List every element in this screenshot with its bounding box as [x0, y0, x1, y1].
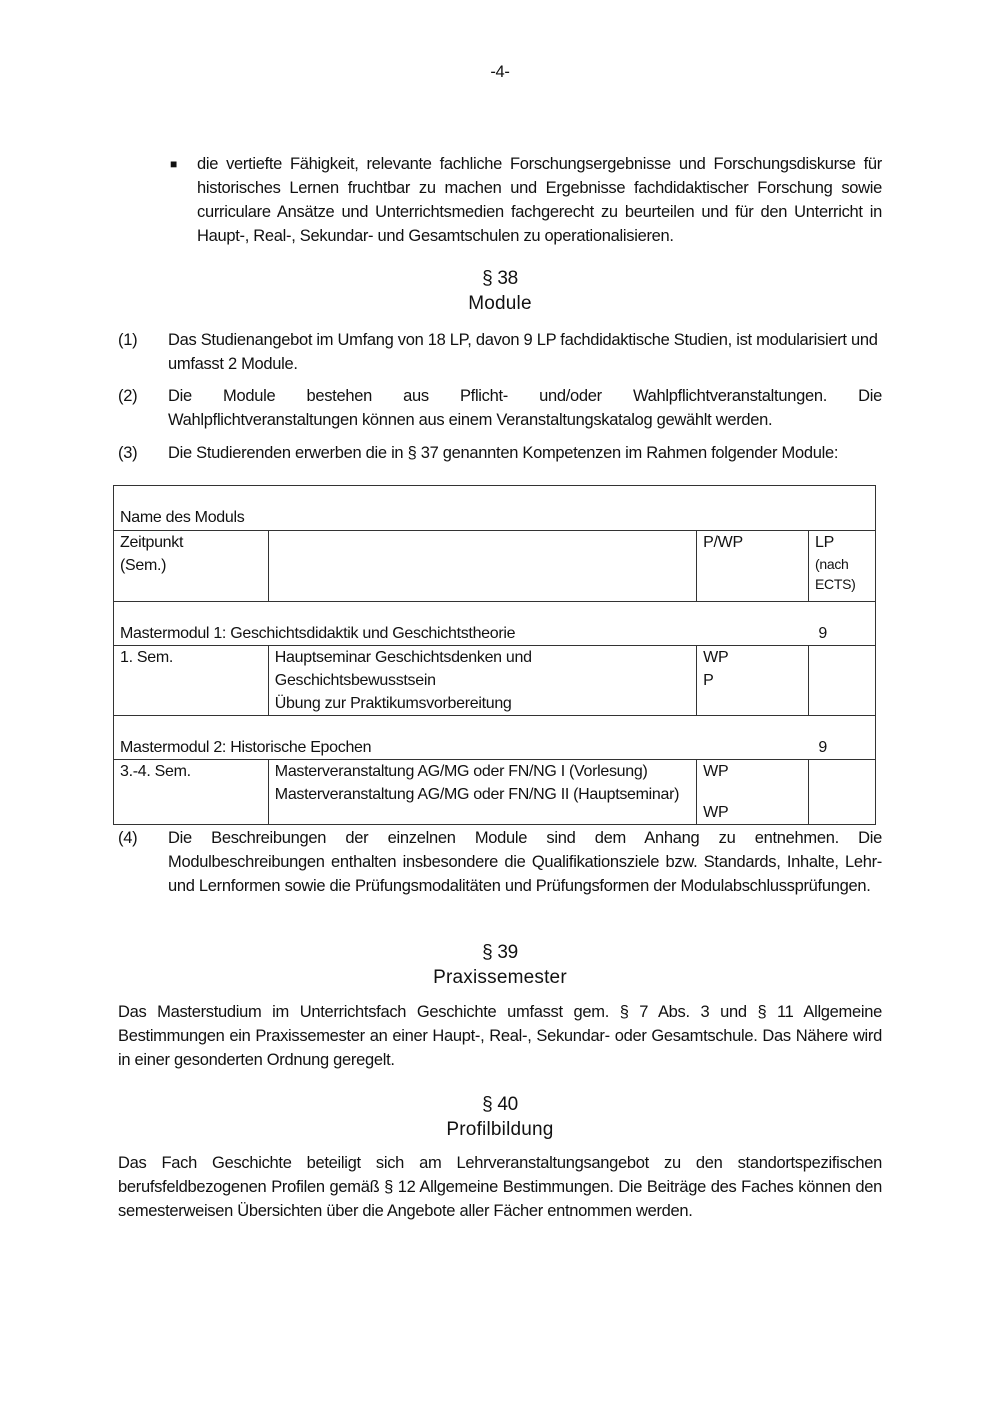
lp-header [809, 531, 876, 602]
course-header [268, 531, 696, 602]
course-item: Masterveranstaltung AG/MG oder FN/NG I (Vorlesung) [274, 763, 648, 780]
page-number: -4- [490, 63, 510, 81]
lp-header-label: LP [815, 534, 834, 551]
paragraph-3 [118, 441, 882, 465]
paragraph-number: (1) [118, 331, 138, 349]
section-number: § 40 [482, 1094, 518, 1115]
section-39-heading [0, 940, 1000, 990]
bullet-text: die vertiefte Fähigkeit, relevante fachliche Forschungsergebnisse und Forschungsdiskurse für historisches Lernen fruchtbar zu machen und Ergebnisse fachdidaktischer Forschung sowie curriculare Ansätze und Unterrichtsmedien fachgerecht zu beurteilen und für den Unterricht in Haupt-, Real-, Sekundar- und Gesamtschulen zu operationalisieren. [197, 155, 882, 245]
module-courses [268, 646, 696, 716]
module-lp-cell [809, 760, 876, 825]
pwp-item: WP [703, 804, 729, 821]
module-title-row [114, 716, 876, 760]
section-40-heading [0, 1092, 1000, 1142]
module-name: Mastermodul 1: Geschichtsdidaktik und Geschichtstheorie [120, 625, 516, 642]
pwp-item: P [703, 672, 714, 689]
section-title: Praxissemester [433, 967, 567, 988]
module-lp: 9 [818, 739, 827, 756]
time-header-line-2: (Sem.) [120, 557, 167, 574]
module-name: Mastermodul 2: Historische Epochen [120, 739, 372, 756]
module-title-row [114, 602, 876, 646]
lp-header-sub-2: ECTS) [815, 576, 856, 592]
lp-header-sub-1: (nach [815, 556, 849, 572]
module-time: 1. Sem. [114, 646, 269, 716]
module-pwp [697, 646, 809, 716]
paragraph-number: (2) [118, 387, 138, 405]
section-number: § 39 [482, 942, 518, 963]
time-header-line-1: Zeitpunkt [120, 534, 184, 551]
paragraph-number: (4) [118, 829, 138, 847]
course-item: Übung zur Praktikumsvorbereitung [274, 695, 512, 712]
table-header-title-row [114, 486, 876, 531]
square-bullet-icon: ■ [170, 157, 177, 171]
pwp-item: WP [703, 763, 729, 780]
paragraph-text: Die Beschreibungen der einzelnen Module sind dem Anhang zu entnehmen. Die Modulbeschreibungen enthalten insbesondere die Qualifikationsziele bzw. Standards, Inhalte, Lehr- und Lernformen sowie die Prüfungsmodalitäten und Prüfungsformen der Modulabschlussprüfungen. [168, 829, 882, 895]
section-39-text: Das Masterstudium im Unterrichtsfach Geschichte umfasst gem. § 7 Abs. 3 und § 11 Allgemeine Bestimmungen ein Praxissemester an einer Haupt-, Real-, Sekundar- oder Gesamtschule. Das Nähere wird in einer gesonderten Ordnung geregelt. [118, 1003, 882, 1069]
section-40-text: Das Fach Geschichte beteiligt sich am Lehrveranstaltungsangebot zu den standortspezifischen berufsfeldbezogenen Profilen gemäß § 12 Allgemeine Bestimmungen. Die Beiträge des Faches können den semesterweisen Übersichten über die Angebote aller Fächer entnommen werden. [118, 1154, 882, 1220]
pwp-header: P/WP [697, 531, 809, 602]
module-time: 3.-4. Sem. [114, 760, 269, 825]
section-title: Profilbildung [446, 1119, 554, 1140]
module-title-cell [114, 602, 876, 646]
module-lp-cell [809, 646, 876, 716]
module-table [113, 485, 876, 825]
paragraph-number: (3) [118, 444, 138, 462]
paragraph-2 [118, 384, 882, 432]
course-item: Hauptseminar Geschichtsdenken und Geschichtsbewusstsein [274, 649, 532, 689]
paragraph-1 [118, 328, 882, 376]
pwp-item: WP [703, 649, 729, 666]
module-name-header: Name des Moduls [114, 486, 876, 531]
paragraph-4 [118, 826, 882, 898]
paragraph-text: Die Studierenden erwerben die in § 37 genannten Kompetenzen im Rahmen folgender Module: [168, 444, 839, 462]
module-lp: 9 [818, 625, 827, 642]
bullet-item [170, 152, 882, 248]
time-header [114, 531, 269, 602]
paragraph-text: Das Studienangebot im Umfang von 18 LP, davon 9 LP fachdidaktische Studien, ist modularisiert und umfasst 2 Module. [168, 331, 878, 373]
course-item: Masterveranstaltung AG/MG oder FN/NG II (Hauptseminar) [274, 786, 680, 803]
section-title: Module [468, 293, 532, 314]
section-number: § 38 [482, 268, 518, 289]
module-course-row [114, 760, 876, 825]
module-courses [268, 760, 696, 825]
module-pwp [697, 760, 809, 825]
module-course-row [114, 646, 876, 716]
module-title-cell [114, 716, 876, 760]
paragraph-text: Die Module bestehen aus Pflicht- und/oder Wahlpflichtveranstaltungen. Die Wahlpflichtveranstaltungen können aus einem Veranstaltungskatalog gewählt werden. [168, 387, 882, 429]
section-38-heading [0, 266, 1000, 316]
table-header-row [114, 531, 876, 602]
